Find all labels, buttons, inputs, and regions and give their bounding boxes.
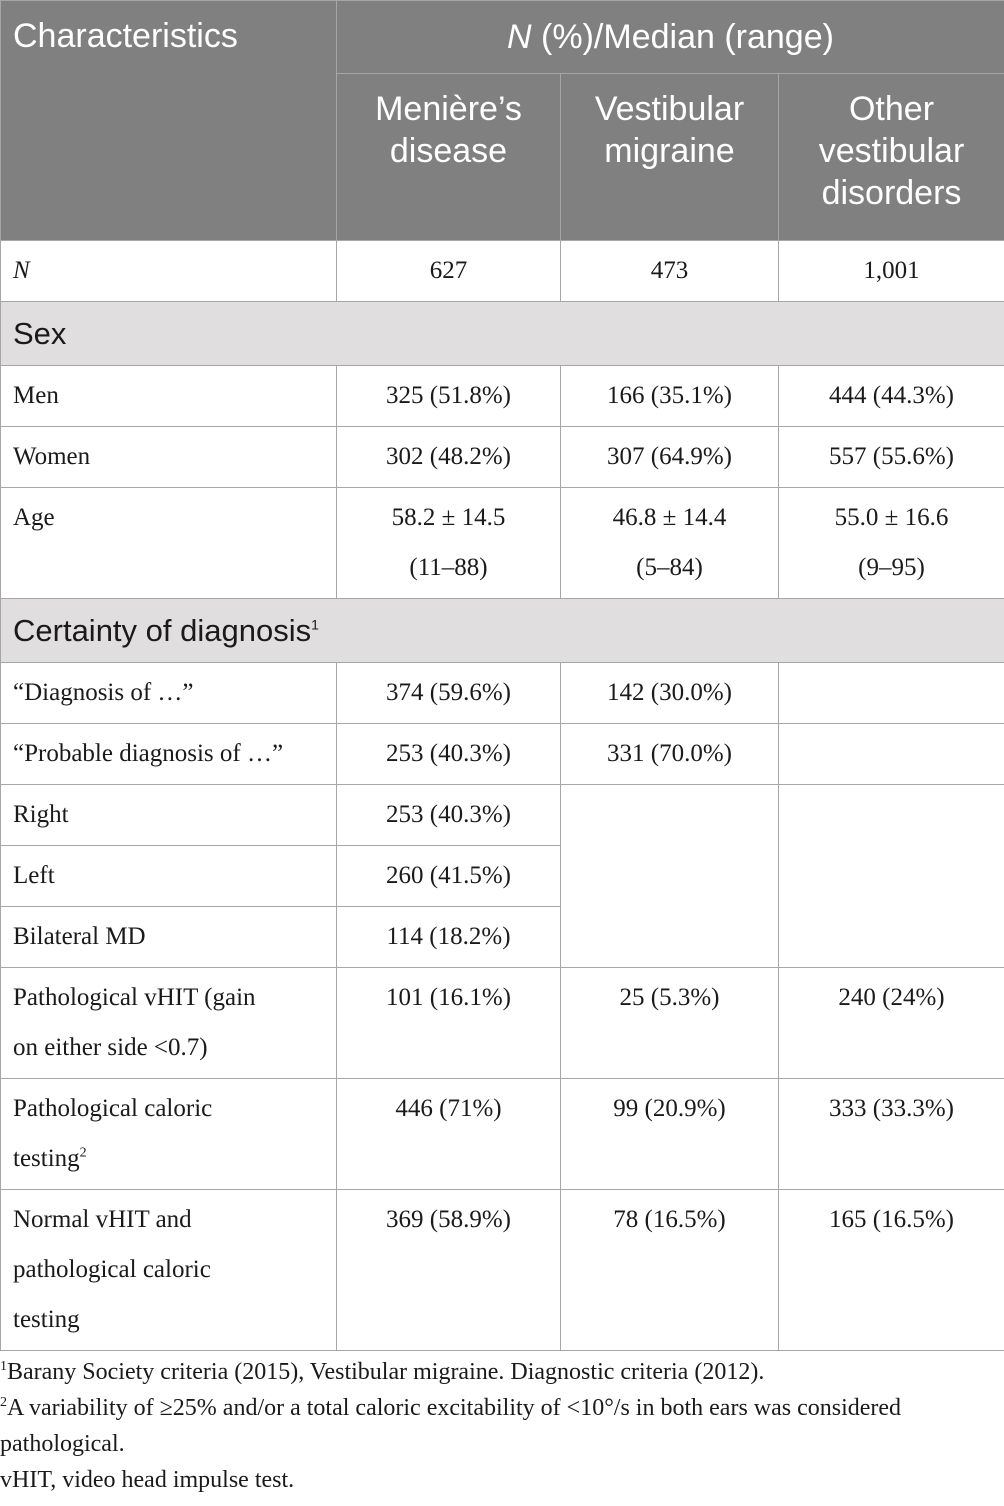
cell-value: 557 (55.6%) — [779, 427, 1004, 488]
table-footnotes — [0, 1354, 1004, 1498]
cell-value: 627 — [337, 241, 561, 302]
section-certainty — [1, 599, 1004, 663]
cell-value: 307 (64.9%) — [561, 427, 779, 488]
row-label: “Probable diagnosis of …” — [1, 724, 337, 785]
age-mean: 55.0 ± 16.6 — [834, 504, 949, 531]
cell-value: 302 (48.2%) — [337, 427, 561, 488]
cell-value: 331 (70.0%) — [561, 724, 779, 785]
table-row-age — [1, 488, 1004, 599]
cell-value: 446 (71%) — [337, 1079, 561, 1190]
cell-value: 333 (33.3%) — [779, 1079, 1004, 1190]
header-characteristics: Characteristics — [1, 1, 337, 241]
row-label: Left — [1, 846, 337, 907]
cell-value: 1,001 — [779, 241, 1004, 302]
age-mean: 46.8 ± 14.4 — [612, 504, 727, 531]
cell-value: 374 (59.6%) — [337, 663, 561, 724]
cell-value: 369 (58.9%) — [337, 1190, 561, 1351]
cell-value: 25 (5.3%) — [561, 968, 779, 1079]
age-range: (9–95) — [858, 554, 925, 581]
empty-cell — [779, 785, 1004, 968]
row-label: Men — [1, 366, 337, 427]
table-row-men — [1, 366, 1004, 427]
table-row-n — [1, 241, 1004, 302]
table-row-diagnosis — [1, 663, 1004, 724]
row-label: Bilateral MD — [1, 907, 337, 968]
footnote-3: vHIT, video head impulse test. — [0, 1467, 295, 1493]
section-label: Certainty of diagnosis$^1$ — [1, 599, 1004, 663]
cell-value — [779, 724, 1004, 785]
header-menieres: Menière’s disease — [337, 74, 561, 241]
cell-value: 101 (16.1%) — [337, 968, 561, 1079]
table-row-probable — [1, 724, 1004, 785]
cell-value: 114 (18.2%) — [337, 907, 561, 968]
header-row-1 — [1, 1, 1004, 74]
row-label: Right — [1, 785, 337, 846]
row-label: N — [1, 241, 337, 302]
age-mean: 58.2 ± 14.5 — [391, 504, 506, 531]
cell-value: 166 (35.1%) — [561, 366, 779, 427]
cell-value — [779, 663, 1004, 724]
row-label: Pathological vHIT (gain on either side <0.7) — [1, 968, 337, 1079]
cell-value — [561, 488, 779, 599]
table-row-caloric — [1, 1079, 1004, 1190]
footnote-1: $^1$Barany Society criteria (2015), Vestibular migraine. Diagnostic criteria (2012). — [0, 1359, 765, 1385]
header-group-label: N (%)/Median (range) — [337, 1, 1004, 74]
row-label: Women — [1, 427, 337, 488]
section-label: Sex — [1, 302, 1004, 366]
age-range: (5–84) — [636, 554, 703, 581]
header-vestibular-migraine: Vestibular migraine — [561, 74, 779, 241]
cell-value: 99 (20.9%) — [561, 1079, 779, 1190]
row-label: Age — [1, 488, 337, 599]
cell-value: 473 — [561, 241, 779, 302]
cell-value: 253 (40.3%) — [337, 724, 561, 785]
cell-value: 260 (41.5%) — [337, 846, 561, 907]
footnote-ref: 2 — [79, 1145, 87, 1161]
age-range: (11–88) — [409, 554, 488, 581]
header-other-disorders: Other vestibular disorders — [779, 74, 1004, 241]
cell-value: 78 (16.5%) — [561, 1190, 779, 1351]
row-label: “Diagnosis of …” — [1, 663, 337, 724]
cell-value: 325 (51.8%) — [337, 366, 561, 427]
table-row-women — [1, 427, 1004, 488]
table-row-right — [1, 785, 1004, 846]
cell-value: 253 (40.3%) — [337, 785, 561, 846]
row-label: Normal vHIT and pathological caloric testing — [1, 1190, 337, 1351]
footnote-ref: 1 — [311, 616, 319, 633]
table-row-normal-vhit — [1, 1190, 1004, 1351]
empty-cell — [561, 785, 779, 968]
cell-value — [337, 488, 561, 599]
cell-value — [779, 488, 1004, 599]
cell-value: 444 (44.3%) — [779, 366, 1004, 427]
cell-value: 240 (24%) — [779, 968, 1004, 1079]
cell-value: 142 (30.0%) — [561, 663, 779, 724]
footnote-2: $^2$A variability of ≥25% and/or a total caloric excitability of <10°/s in both ears was considered pathological. — [0, 1395, 902, 1457]
row-label: Pathological caloric testing$^2$ — [1, 1079, 337, 1190]
table-row-vhit — [1, 968, 1004, 1079]
cell-value: 165 (16.5%) — [779, 1190, 1004, 1351]
section-sex — [1, 302, 1004, 366]
